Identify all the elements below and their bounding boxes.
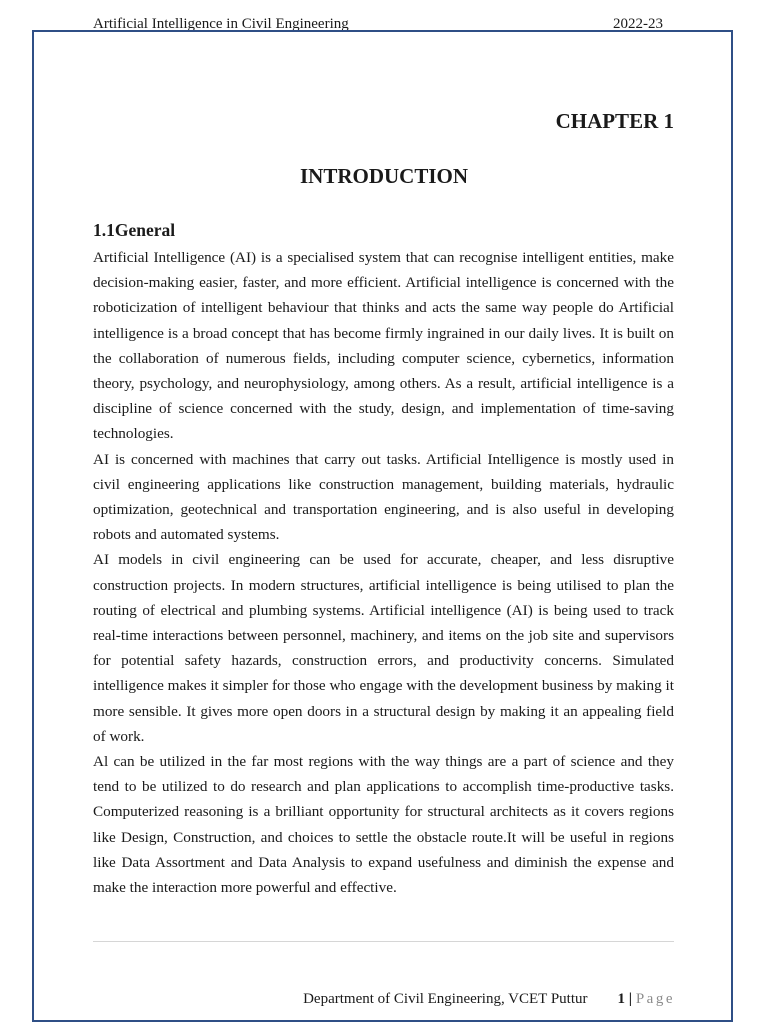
footer-page-number: 1 [617,991,626,1007]
section-number: 1.1 [93,220,115,240]
page-footer [303,989,675,1009]
paragraph: Al can be utilized in the far most regions with the way things are a part of science and they tend to be utilized to do research and plan applications to accomplish time-productive tasks. Computerized reasoning is a brilliant opportunity for structural architects as it covers regions like Design, Construction, and choices to settle the obstacle route.It will be useful in regions like Data Assortment and Data Analysis to expand usefulness and diminish the expense and make the interaction more powerful and effective. [93,753,674,897]
chapter-title: INTRODUCTION [299,164,469,188]
footer-department: Department of Civil Engineering, VCET Puttur [303,991,588,1007]
section-heading [93,219,175,241]
chapter-label: CHAPTER 1 [555,109,674,133]
footer-divider [93,941,674,942]
paragraph: AI is concerned with machines that carry out tasks. Artificial Intelligence is mostly used in civil engineering applications like construction management, building materials, hydraulic optimization, geotechnical and transportation engineering, and is also useful in developing robots and automated systems. [93,450,674,544]
paragraph: Artificial Intelligence (AI) is a specialised system that can recognise intelligent entities, make decision-making easier, faster, and more efficient. Artificial intelligence is concerned with the roboticization of intelligent behaviour that thinks and acts the same way people do Artificial intelligence is a broad concept that has become firmly ingrained in our daily lives. It is built on the collaboration of numerous fields, including computer science, cybernetics, information theory, psychology, and neurophysiology, among others. As a result, artificial intelligence is a discipline of science concerned with the study, design, and implementation of time-saving technologies. [93,249,674,443]
footer-separator: | [628,991,633,1007]
header-academic-year: 2022-23 [613,16,663,32]
footer-page-word: Page [635,991,675,1007]
paragraph: AI models in civil engineering can be used for accurate, cheaper, and less disruptive construction projects. In modern structures, artificial intelligence is being utilised to plan the routing of electrical and plumbing systems. Artificial intelligence (AI) is being used to track real-time interactions between personnel, machinery, and items on the job site and supervisors for potential safety hazards, construction errors, and productivity concerns. Simulated intelligence makes it simpler for those who engage with the development business by making it more sensible. It gives more open doors in a structural design by making it an appealing field of work. [93,551,674,745]
section-title: General [114,220,176,240]
header-document-title: Artificial Intelligence in Civil Engineering [93,16,349,32]
body-text [93,245,674,900]
